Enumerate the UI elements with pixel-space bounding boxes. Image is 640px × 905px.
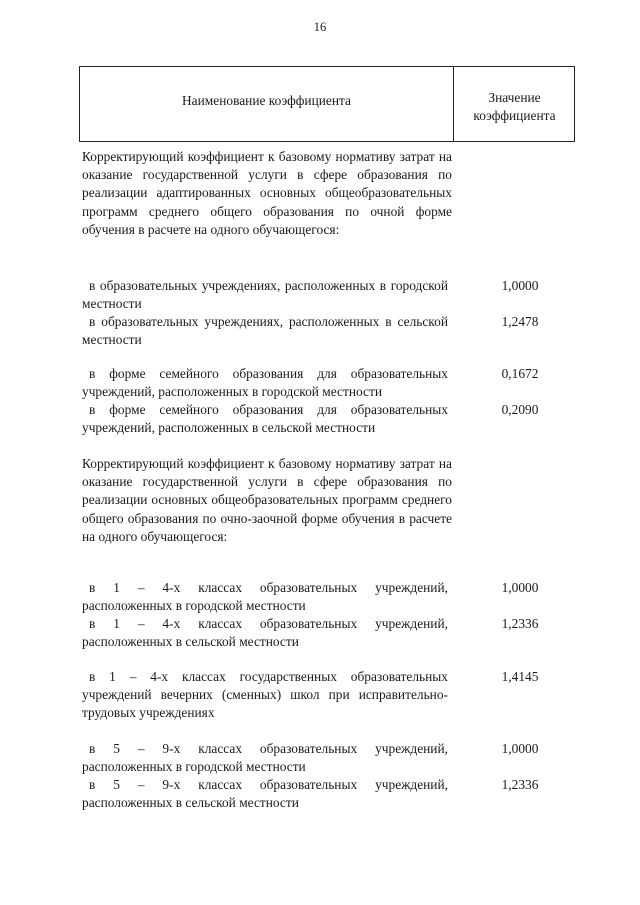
coefficient-row-text: в 1 – 4-х классах государственных образовательных учреждений вечерних (сменных) школ при исправительно-трудовых учреждениях xyxy=(82,669,448,721)
table-header xyxy=(79,66,575,142)
column-header-value-line2: коэффициента xyxy=(473,108,556,123)
coefficient-row-value: 1,0000 xyxy=(501,278,539,293)
coefficient-row-text: в образовательных учреждениях, расположенных в сельской местности xyxy=(82,314,448,348)
coefficient-row-value: 1,2336 xyxy=(501,616,539,631)
coefficient-row-text: в 1 – 4-х классах образовательных учреждений, расположенных в сельской местности xyxy=(82,616,448,650)
coefficient-row-value: 1,2336 xyxy=(501,777,539,792)
column-header-name: Наименование коэффициента xyxy=(182,93,351,108)
section2-intro: Корректирующий коэффициент к базовому нормативу затрат на оказание государственной услуги в сфере образования по реализации основных общеобразовательных программ среднего общего образования по очно-заочной форме обучения в расчете на одного обучающегося: xyxy=(82,456,452,544)
coefficient-row-value: 1,0000 xyxy=(501,741,539,756)
coefficient-row-value: 0,2090 xyxy=(501,402,539,417)
coefficient-row-text: в форме семейного образования для образовательных учреждений, расположенных в городской местности xyxy=(82,366,448,400)
coefficient-row-text: в 5 – 9-х классах образовательных учреждений, расположенных в сельской местности xyxy=(82,777,448,811)
coefficient-row-value: 0,1672 xyxy=(501,366,539,381)
coefficient-row-text: в образовательных учреждениях, расположенных в городской местности xyxy=(82,278,448,312)
coefficient-row-text: в форме семейного образования для образовательных учреждений, расположенных в сельской местности xyxy=(82,402,448,436)
page-number: 16 xyxy=(313,20,327,34)
coefficient-row-text: в 5 – 9-х классах образовательных учреждений, расположенных в городской местности xyxy=(82,741,448,775)
column-header-value-line1: Значение xyxy=(488,90,541,105)
coefficient-row-value: 1,2478 xyxy=(501,314,539,329)
coefficient-row-text: в 1 – 4-х классах образовательных учреждений, расположенных в городской местности xyxy=(82,580,448,614)
coefficient-row-value: 1,4145 xyxy=(501,669,539,684)
coefficient-row-value: 1,0000 xyxy=(501,580,539,595)
section1-intro: Корректирующий коэффициент к базовому нормативу затрат на оказание государственной услуги в сфере образования по реализации адаптированных основных общеобразовательных программ среднего общего образования по очной форме обучения в расчете на одного обучающегося: xyxy=(82,149,452,237)
column-header-value xyxy=(454,89,575,125)
